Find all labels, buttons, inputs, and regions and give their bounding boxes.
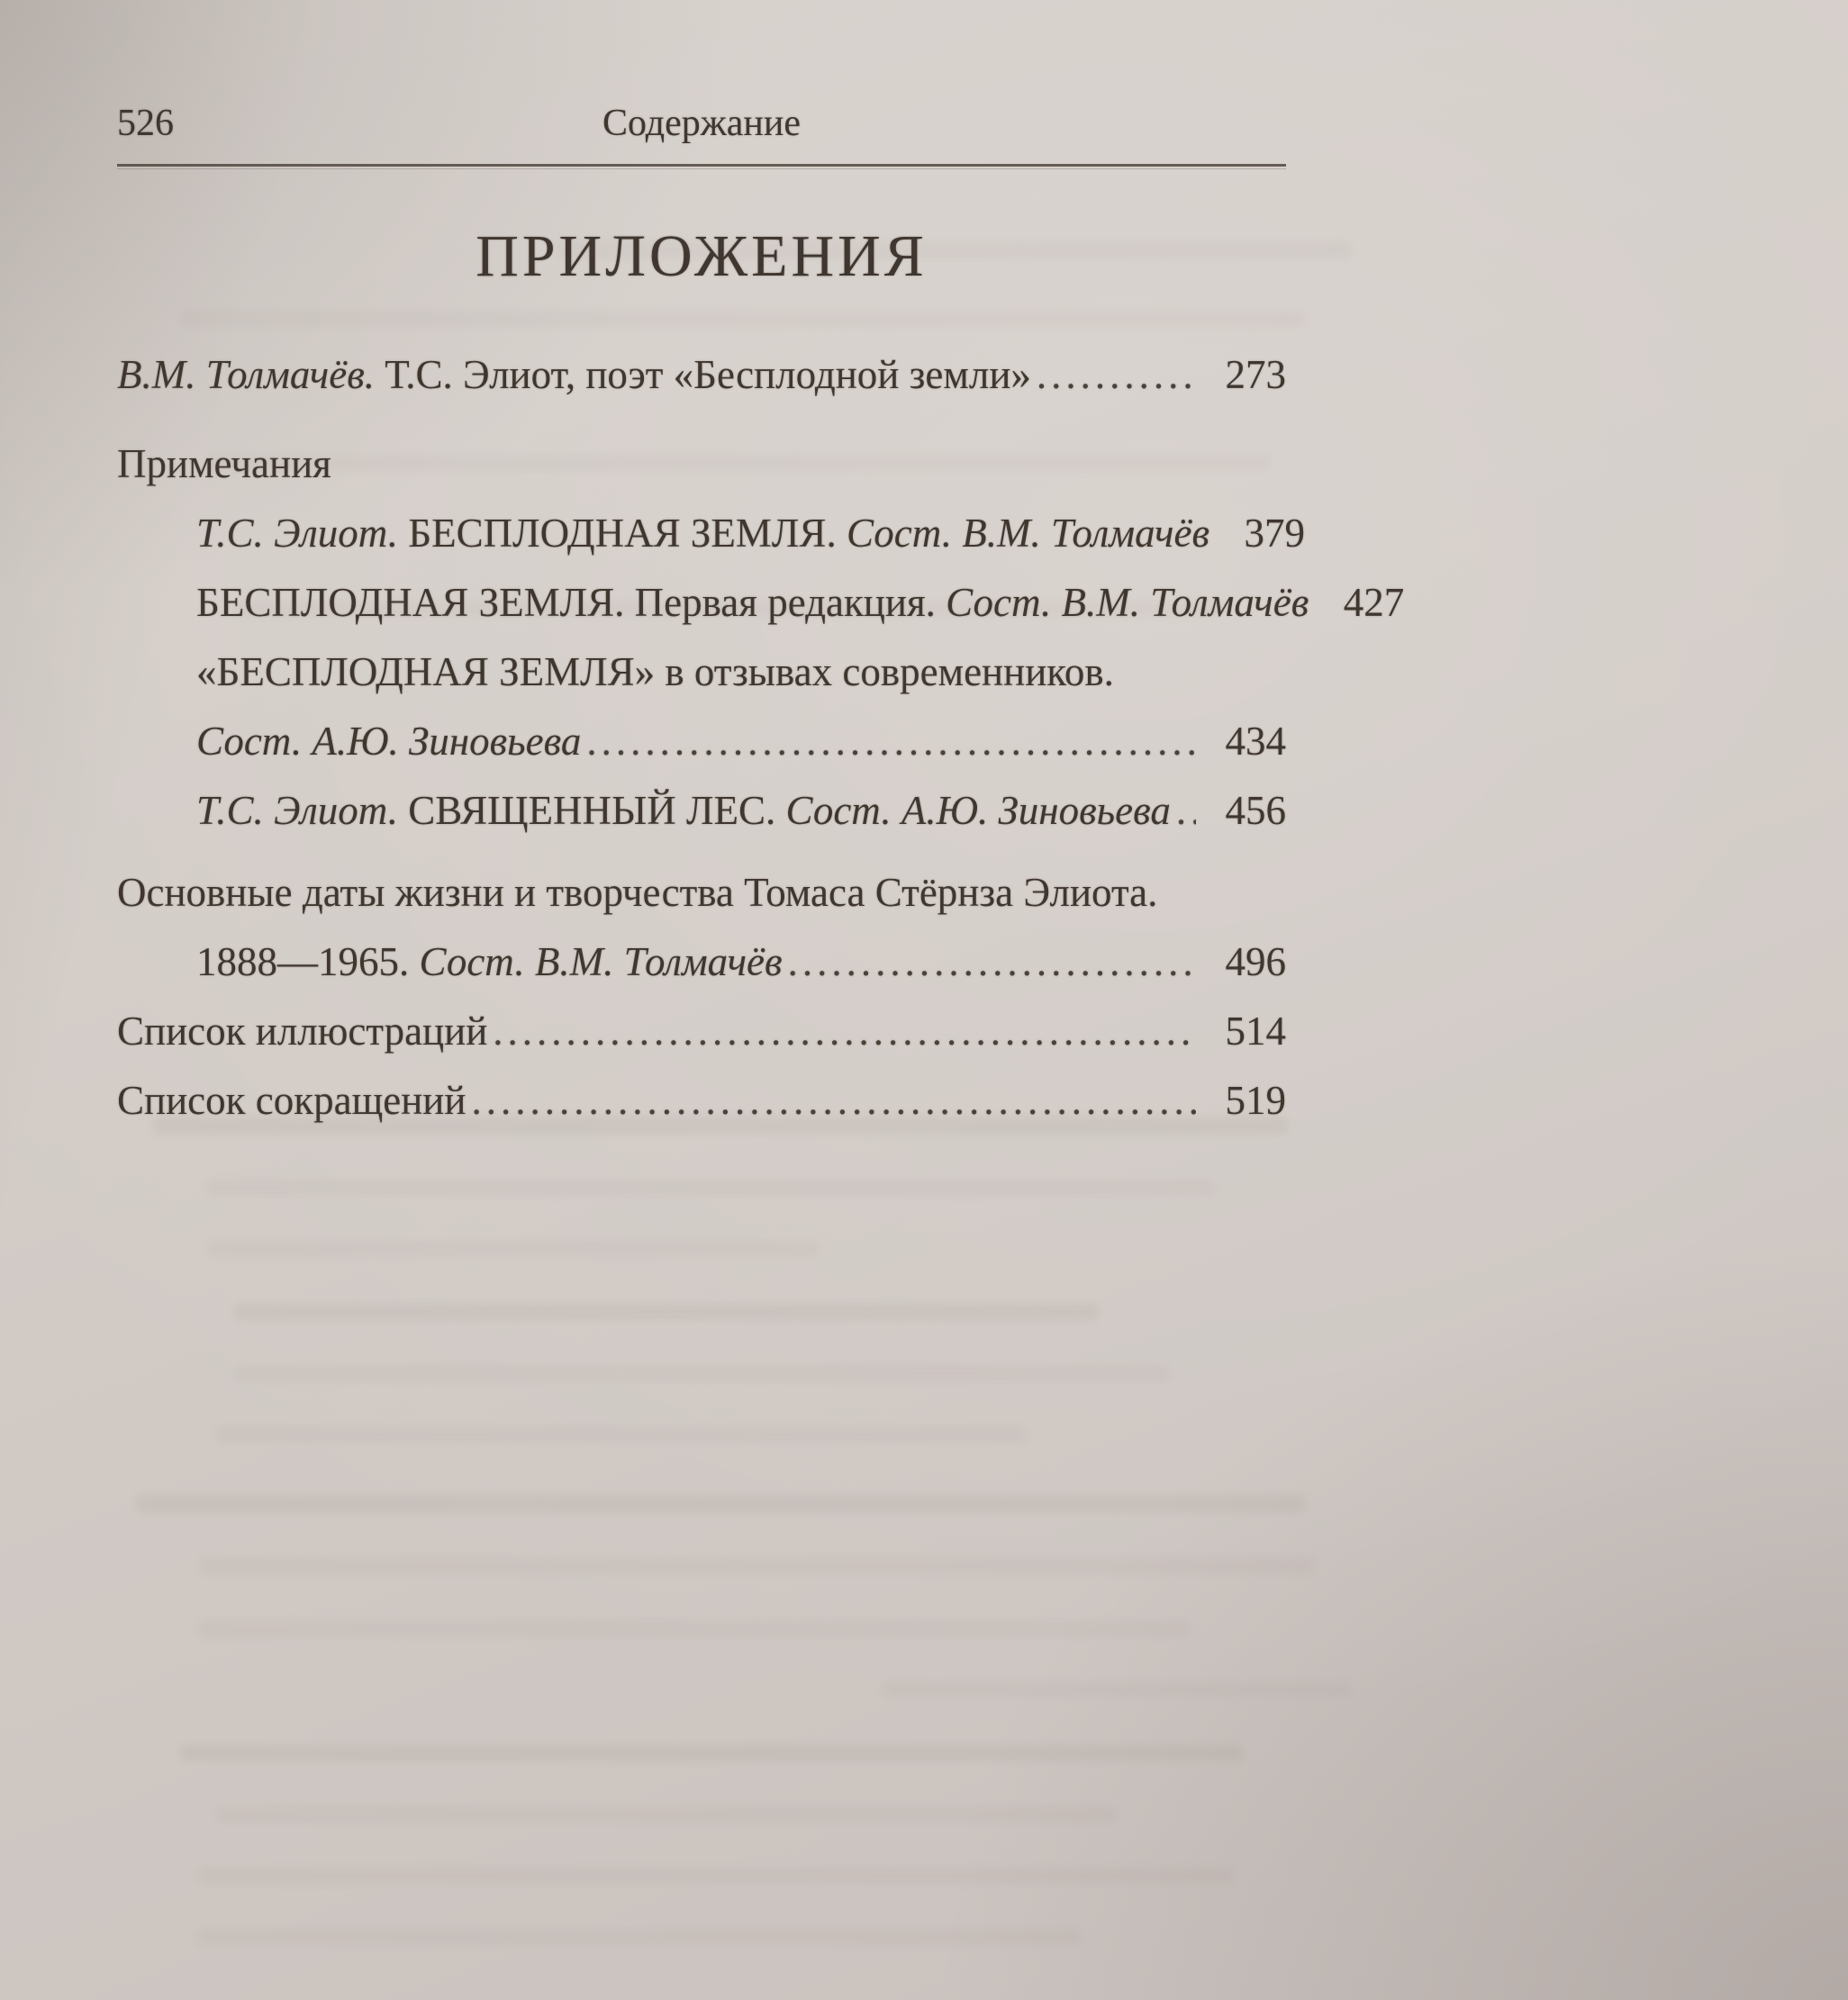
- bleedthrough-line: [198, 1621, 1189, 1637]
- toc-page-number: 273: [1225, 352, 1286, 397]
- toc-page-number: 519: [1225, 1078, 1286, 1123]
- folio-number: 526: [117, 103, 174, 144]
- bleedthrough-line: [180, 311, 1306, 327]
- toc-entry-title: Примечания: [117, 441, 331, 486]
- toc-entry-editor: Сост. А.Ю. Зиновьева: [785, 788, 1171, 833]
- bleedthrough-line: [207, 455, 1270, 471]
- dot-leader: [493, 997, 1196, 1066]
- bleedthrough-line: [234, 1304, 1099, 1320]
- toc-page-number: 496: [1225, 939, 1286, 984]
- bleedthrough-line: [234, 602, 1225, 616]
- bleedthrough-line: [234, 1365, 1171, 1381]
- section-title: ПРИЛОЖЕНИЯ: [476, 223, 928, 289]
- bleedthrough-line: [207, 1180, 1216, 1196]
- header-rule: [117, 164, 1286, 169]
- toc-entry-title: БЕСПЛОДНАЯ ЗЕМЛЯ. Первая редакция.: [196, 580, 947, 625]
- bleedthrough-line: [207, 1241, 820, 1257]
- running-head: [117, 104, 1286, 142]
- toc-entry-continuation: [117, 928, 1286, 997]
- toc-entry-dates: 1888—1965.: [196, 939, 420, 984]
- bleedthrough-line: [198, 1929, 1081, 1945]
- running-head-title: Содержание: [602, 103, 802, 144]
- toc-page-number: 456: [1225, 788, 1286, 833]
- toc-page-number: 514: [1225, 1009, 1286, 1054]
- toc-entry-editor: Сост. В.М. Толмачёв: [419, 939, 783, 984]
- toc-entry: [117, 997, 1286, 1066]
- toc-entry-title: Список сокращений: [117, 1078, 467, 1123]
- toc-entry-title: БЕСПЛОДНАЯ ЗЕМЛЯ.: [398, 511, 847, 556]
- bleedthrough-line: [883, 1682, 1351, 1697]
- toc-entry-title: «БЕСПЛОДНАЯ ЗЕМЛЯ» в отзывах современников.: [196, 649, 1114, 694]
- dot-leader: [788, 928, 1196, 997]
- toc-entry-author: В.М. Толмачёв.: [117, 352, 375, 397]
- toc-entry-author: Т.С. Элиот.: [196, 511, 399, 556]
- toc-page-number: 379: [1244, 511, 1306, 556]
- toc-entry-title: Т.С. Элиот, поэт «Бесплодной земли»: [374, 352, 1031, 397]
- bleedthrough-line: [216, 1806, 1117, 1823]
- bleedthrough-line: [198, 1558, 1315, 1574]
- bleedthrough-line: [558, 241, 1351, 259]
- toc-entry: [117, 638, 1286, 707]
- toc-entry-title: СВЯЩЕННЫЙ ЛЕС.: [398, 788, 786, 833]
- bleedthrough-line: [180, 1745, 1243, 1761]
- dot-leader: [586, 707, 1196, 776]
- toc-entry-continuation: [117, 707, 1286, 776]
- toc-entry-author: Т.С. Элиот.: [196, 788, 399, 833]
- dot-leader: [1037, 340, 1196, 410]
- toc-entry-editor: Сост. В.М. Толмачёв: [946, 580, 1309, 625]
- toc-page-number: 427: [1343, 580, 1405, 625]
- toc-entry-editor: Сост. В.М. Толмачёв: [846, 511, 1210, 556]
- toc-entry-title: Список иллюстраций: [117, 1009, 488, 1054]
- toc-entry-editor: Сост. А.Ю. Зиновьева: [196, 719, 582, 764]
- bleedthrough-line: [216, 1426, 1027, 1443]
- toc-entry: [117, 340, 1286, 410]
- toc-entry: [117, 499, 1306, 568]
- bleedthrough-line: [153, 1117, 1288, 1135]
- bleedthrough-line: [135, 1495, 1306, 1513]
- dot-leader: [1176, 776, 1196, 846]
- toc-entry-title: Основные даты жизни и творчества Томаса Стёрнза Элиота.: [117, 870, 1158, 915]
- toc-entry: [117, 858, 1286, 928]
- toc-entry: [117, 776, 1286, 846]
- toc-page-number: 434: [1225, 719, 1286, 764]
- bleedthrough-line: [198, 1868, 1234, 1884]
